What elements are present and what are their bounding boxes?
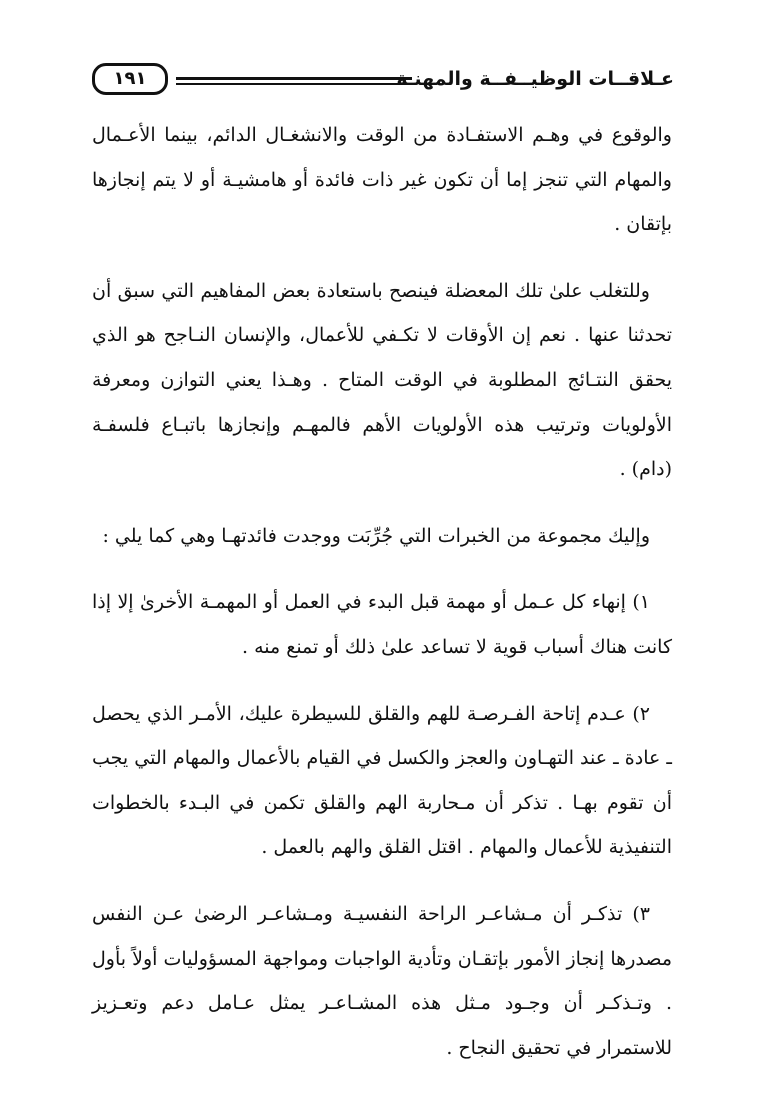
paragraph: وللتغلب علىٰ تلك المعضلة فينصح باستعادة بعض المفاهيم التي سبق أن تحدثنا عنها . نعم إن الأوقات لا تكـفي للأعمال، والإنسان النـاجح هو الذي يحقق النتـائج المطلوبة في الوقت المتاح . وهـذا يعني التوازن ومعرفة الأولويات وترتيب هذه الأولويات الأهم فالمهـم وإنجازها باتبـاع فلسفـة (دام) . xyxy=(92,279,672,481)
page-number: ١٩١ xyxy=(92,63,168,95)
body-text xyxy=(92,113,672,1092)
list-item: ٢) عـدم إتاحة الفـرصـة للهم والقلق للسيطرة عليك، الأمـر الذي يحصل ـ عادة ـ عند التهـاون والعجز والكسل في القيام بالأعمال والمهام التي يجب أن تقوم بهـا . تذكر أن مـحاربة الهم والقلق تكمن في البـدء بالخطوات التنفيذية للأعمال والمهام . اقتل القلق والهم بالعمل . xyxy=(92,702,672,859)
paragraph: والوقوع في وهـم الاستفـادة من الوقت والانشغـال الدائم، بينما الأعـمال والمهام التي تنجز إما أن تكون غير ذات فائدة أو هامشيـة أو لا يتم إنجازها بإتقان . xyxy=(92,124,672,236)
list-item: ٣) تذكـر أن مـشاعـر الراحة النفسيـة ومـشاعـر الرضىٰ عـن النفس مصدرها إنجاز الأمور بإتقـان وتأدية الواجبات ومواجهة المسؤوليات أولاً بأول . وتـذكـر أن وجـود مـثل هذه المشـاعـر يمثل عـامل دعم وتعـزيز للاستمرار في تحقيق النجاح . xyxy=(92,902,672,1059)
chapter-title: عـلاقــات الوظيــفــة والمهنـة xyxy=(396,68,674,90)
running-header xyxy=(92,58,674,102)
paragraph: وإليك مجموعة من الخبرات التي جُرِّبَت ووجدت فائدتهـا وهي كما يلي : xyxy=(102,524,650,547)
header-rule xyxy=(176,77,412,85)
list-item: ١) إنهاء كل عـمل أو مهمة قبل البدء في العمل أو المهمـة الأخرىٰ إلا إذا كانت هناك أسباب قوية لا تساعد علىٰ ذلك أو تمنع منه . xyxy=(92,591,672,658)
